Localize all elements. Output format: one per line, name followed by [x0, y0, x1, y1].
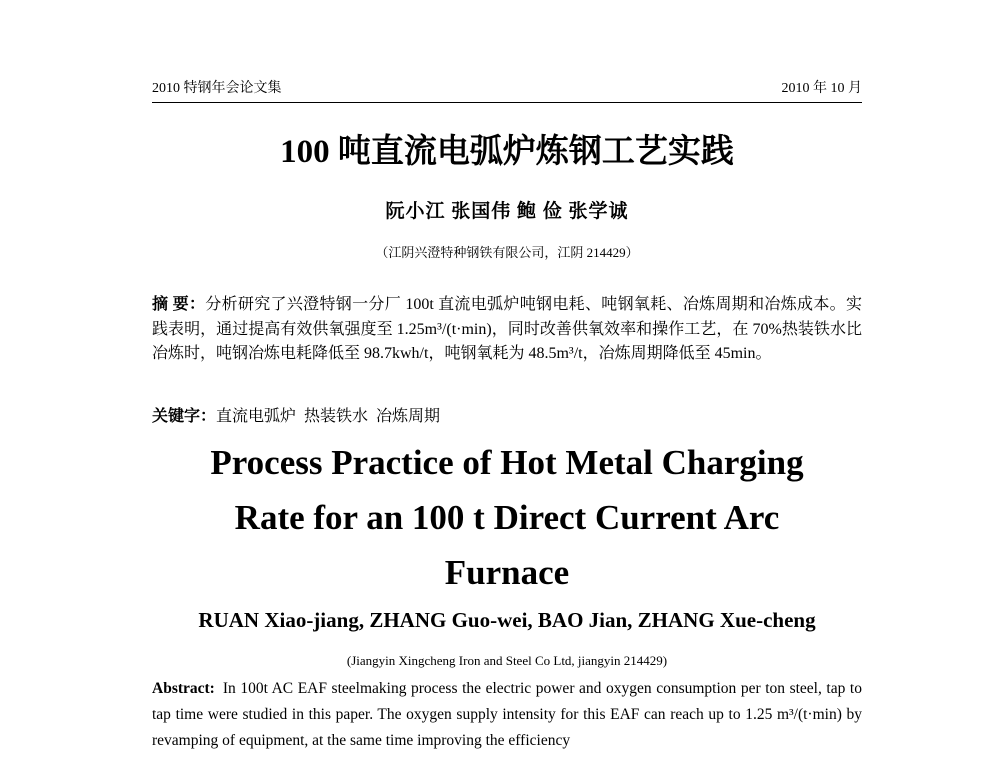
title-english-line-1: Process Practice of Hot Metal Charging: [210, 443, 804, 482]
abstract-chinese-text: 分析研究了兴澄特钢一分厂 100t 直流电弧炉吨钢电耗、吨钢氧耗、冶炼周期和冶炼成本。实践表明，通过提高有效供氧强度至 1.25m³/(t·min)，同时改善供氧效率和操作工艺，在 70%热装铁水比冶炼时，吨钢冶炼电耗降低至 98.7kwh/t，吨钢氧耗为 48.5m³/t，冶炼周期降低至 45min。: [152, 296, 862, 362]
paper-title-english: [152, 435, 862, 600]
abstract-english-text: In 100t AC EAF steelmaking process the electric power and oxygen consumption per ton steel, tap to tap time were studied in this paper. The oxygen supply intensity for this EAF can reach up to 1.25 m³/(t·min) by revamping of equipment, at the same time improving the efficiency: [152, 680, 862, 749]
authors-chinese: 阮小江 张国伟 鲍 俭 张学诚: [385, 201, 629, 222]
abstract-chinese-label: 摘 要：: [152, 296, 206, 313]
keywords-chinese-text: 直流电弧炉 热装铁水 冶炼周期: [216, 408, 441, 425]
header-date: 2010 年 10 月: [781, 81, 862, 96]
running-header: [152, 78, 862, 103]
abstract-chinese: [152, 293, 862, 367]
affiliation-english: (Jiangyin Xingcheng Iron and Steel Co Ltd, jiangyin 214429): [346, 653, 668, 668]
paper-title-chinese: 100 吨直流电弧炉炼钢工艺实践: [280, 134, 734, 170]
abstract-english-label: Abstract:: [152, 680, 215, 697]
affiliation-chinese: （江阴兴澄特种钢铁有限公司，江阴 214429）: [375, 245, 639, 260]
authors-english: RUAN Xiao-jiang, ZHANG Guo-wei, BAO Jian, ZHANG Xue-cheng: [198, 608, 816, 632]
keywords-chinese: [152, 405, 862, 429]
title-english-line-3: Furnace: [444, 553, 570, 592]
title-english-line-2: Rate for an 100 t Direct Current Arc: [234, 498, 780, 537]
keywords-chinese-label: 关键字：: [152, 408, 217, 425]
header-proceedings-title: 2010 特钢年会论文集: [152, 81, 282, 96]
abstract-english: [152, 676, 862, 754]
